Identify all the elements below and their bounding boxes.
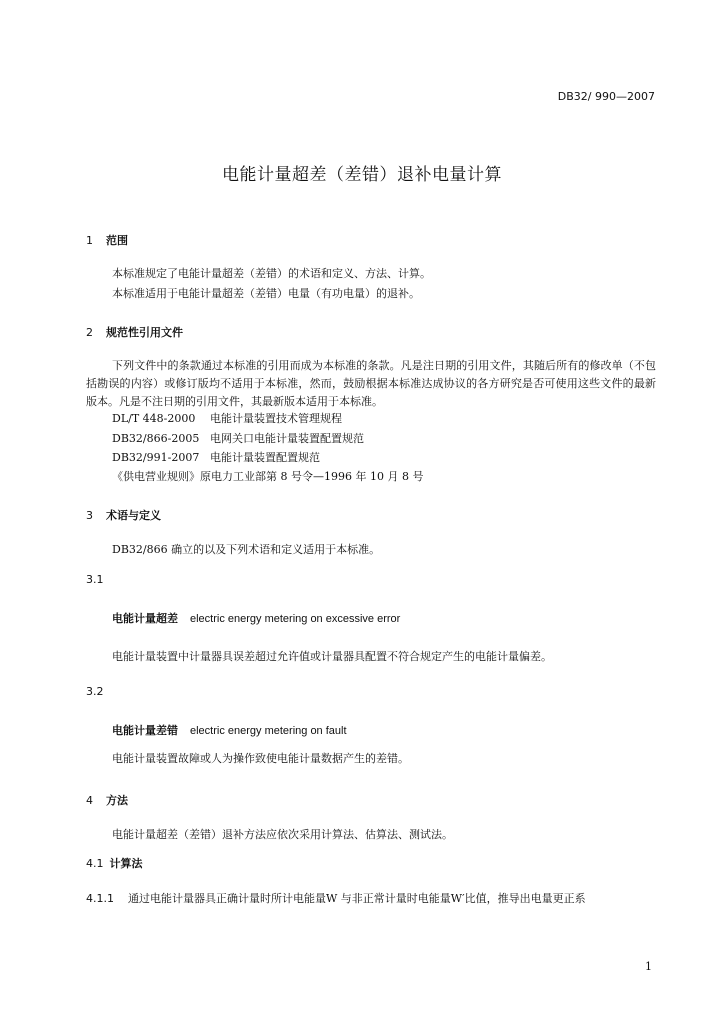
reference-code: DB32/866-2005 bbox=[112, 432, 200, 445]
section-1-heading bbox=[86, 232, 128, 248]
reference-item bbox=[112, 410, 342, 428]
section-1-line-2: 本标准适用于电能计量超差（差错）电量（有功电量）的退补。 bbox=[112, 287, 420, 300]
term-3-2 bbox=[112, 722, 347, 738]
term-3-2-number: 3.2 bbox=[86, 685, 104, 698]
section-1-line-1: 本标准规定了电能计量超差（差错）的术语和定义、方法、计算。 bbox=[112, 267, 431, 280]
reference-item bbox=[112, 430, 364, 448]
reference-code: DB32/991-2007 bbox=[112, 451, 200, 464]
section-4-1-title: 计算法 bbox=[109, 857, 143, 870]
section-3-intro: DB32/866 确立的以及下列术语和定义适用于本标准。 bbox=[112, 543, 381, 556]
section-3-title: 术语与定义 bbox=[106, 509, 161, 522]
term-en: electric energy metering on excessive error bbox=[190, 613, 401, 625]
section-3-heading bbox=[86, 507, 161, 523]
reference-extra: 《供电营业规则》原电力工业部第 8 号令—1996 年 10 月 8 号 bbox=[112, 470, 424, 483]
term-3-1-definition: 电能计量装置中计量器具误差超过允许值或计量器具配置不符合规定产生的电能计量偏差。 bbox=[112, 650, 552, 663]
document-code: DB32/ 990—2007 bbox=[557, 90, 655, 103]
term-zh: 电能计量差错 bbox=[112, 724, 178, 737]
reference-item bbox=[112, 449, 320, 467]
section-4-1-1-number: 4.1.1 bbox=[86, 892, 114, 905]
section-4-title: 方法 bbox=[106, 794, 128, 807]
section-4-line: 电能计量超差（差错）退补方法应依次采用计算法、估算法、测试法。 bbox=[112, 828, 453, 841]
section-4-1-number: 4.1 bbox=[86, 857, 104, 870]
page-number: 1 bbox=[645, 960, 652, 973]
section-2-title: 规范性引用文件 bbox=[106, 326, 183, 339]
reference-title: 电能计量装置技术管理规程 bbox=[210, 412, 342, 425]
section-4-1-1 bbox=[86, 890, 586, 908]
term-3-1 bbox=[112, 610, 400, 626]
section-4-heading bbox=[86, 792, 128, 808]
section-4-number: 4 bbox=[86, 794, 93, 807]
reference-title: 电网关口电能计量装置配置规范 bbox=[210, 432, 364, 445]
term-zh: 电能计量超差 bbox=[112, 612, 178, 625]
term-3-1-number: 3.1 bbox=[86, 573, 104, 586]
reference-title: 电能计量装置配置规范 bbox=[210, 451, 320, 464]
section-1-number: 1 bbox=[86, 234, 93, 247]
section-1-title: 范围 bbox=[106, 234, 128, 247]
section-2-paragraph: 下列文件中的条款通过本标准的引用而成为本标准的条款。凡是注日期的引用文件，其随后所有的修改单（不包括勘误的内容）或修订版均不适用于本标准，然而，鼓励根据本标准达成协议的各方研究是否可使用这些文件的最新版本。凡是不注日期的引用文件，其最新版本适用于本标准。 bbox=[86, 359, 656, 408]
section-2-number: 2 bbox=[86, 326, 93, 339]
reference-code: DL/T 448-2000 bbox=[112, 412, 196, 425]
section-4-1-heading bbox=[86, 855, 143, 871]
section-4-1-1-text: 通过电能计量器具正确计量时所计电能量W 与非正常计量时电能量W′比值，推导出电量更正系 bbox=[128, 892, 586, 905]
term-en: electric energy metering on fault bbox=[190, 725, 347, 737]
section-2-heading bbox=[86, 324, 183, 340]
term-3-2-definition: 电能计量装置故障或人为操作致使电能计量数据产生的差错。 bbox=[112, 752, 409, 765]
page-title: 电能计量超差（差错）退补电量计算 bbox=[222, 165, 502, 185]
section-3-number: 3 bbox=[86, 509, 93, 522]
